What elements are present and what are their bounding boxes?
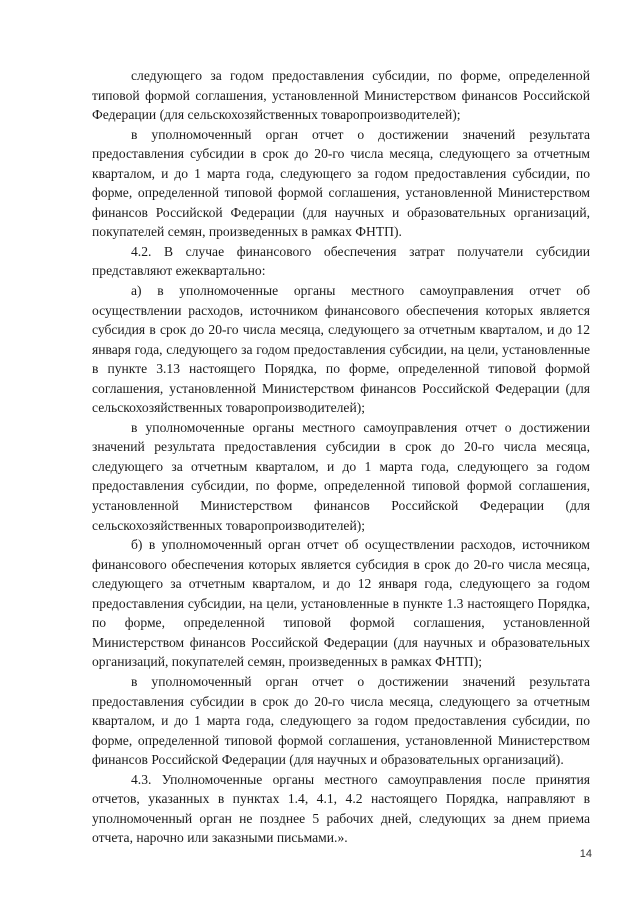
paragraph-item-b-results: в уполномоченный орган отчет о достижении значений результата предоставления субсидии в срок до 20-го числа месяца, следующего за отчетным кварталом, и до 1 марта года, следующего за годом предоставления субсидии, по форме, определенной типовой формой соглашения, установленной Министерством финансов Российской Федерации (для научных и образовательных организаций). (92, 673, 590, 768)
paragraph-clause-4-2: 4.2. В случае финансового обеспечения затрат получатели субсидии представляют ежеквартально: (92, 243, 590, 279)
paragraph-item-a: а) в уполномоченные органы местного самоуправления отчет об осуществлении расходов, источником финансового обеспечения которых является субсидия в срок до 20-го числа месяца, следующего за отчетным кварталом, и до 12 января года, следующего за годом предоставления субсидии, на цели, установленные в пункте 3.13 настоящего Порядка, по форме, определенной типовой формой соглашения, установленной Министерством финансов Российской Федерации (для сельскохозяйственных товаропроизводителей); (92, 283, 590, 416)
paragraph-continuation: следующего за годом предоставления субсидии, по форме, определенной типовой формой соглашения, установленной Министерством финансов Российской Федерации (для сельскохозяйственных товаропроизводителей); (92, 68, 590, 123)
page-number: 14 (579, 848, 592, 860)
paragraph-item-b: б) в уполномоченный орган отчет об осуществлении расходов, источником финансового обеспечения которых является субсидия в срок до 20-го числа месяца, следующего за отчетным кварталом, и до 12 января года, следующего за годом предоставления субсидии, на цели, установленные в пункте 1.3 настоящего Порядка, по форме, определенной типовой формой соглашения, установленной Министерством финансов Российской Федерации (для научных и образовательных организаций, покупателей семян, произведенных в рамках ФНТП); (92, 537, 590, 670)
paragraph-results-report: в уполномоченный орган отчет о достижении значений результата предоставления субсидии в срок до 20-го числа месяца, следующего за отчетным кварталом, и до 1 марта года, следующего за годом предоставления субсидии, по форме, определенной типовой формой соглашения, установленной Министерством финансов Российской Федерации (для научных и образовательных организаций, покупателей семян, произведенных в рамках ФНТП). (92, 126, 590, 240)
document-body (92, 66, 590, 848)
paragraph-item-a-results: в уполномоченные органы местного самоуправления отчет о достижении значений результата предоставления субсидии в срок до 20-го числа месяца, следующего за отчетным кварталом, и до 1 марта года, следующего за годом предоставления субсидии, по форме, определенной типовой формой соглашения, установленной Министерством финансов Российской Федерации (для сельскохозяйственных товаропроизводителей); (92, 419, 590, 533)
paragraph-clause-4-3: 4.3. Уполномоченные органы местного самоуправления после принятия отчетов, указанных в пунктах 1.4, 4.1, 4.2 настоящего Порядка, направляют в уполномоченный орган не позднее 5 рабочих дней, следующих за днем приема отчета, нарочно или заказными письмами.». (92, 771, 590, 846)
